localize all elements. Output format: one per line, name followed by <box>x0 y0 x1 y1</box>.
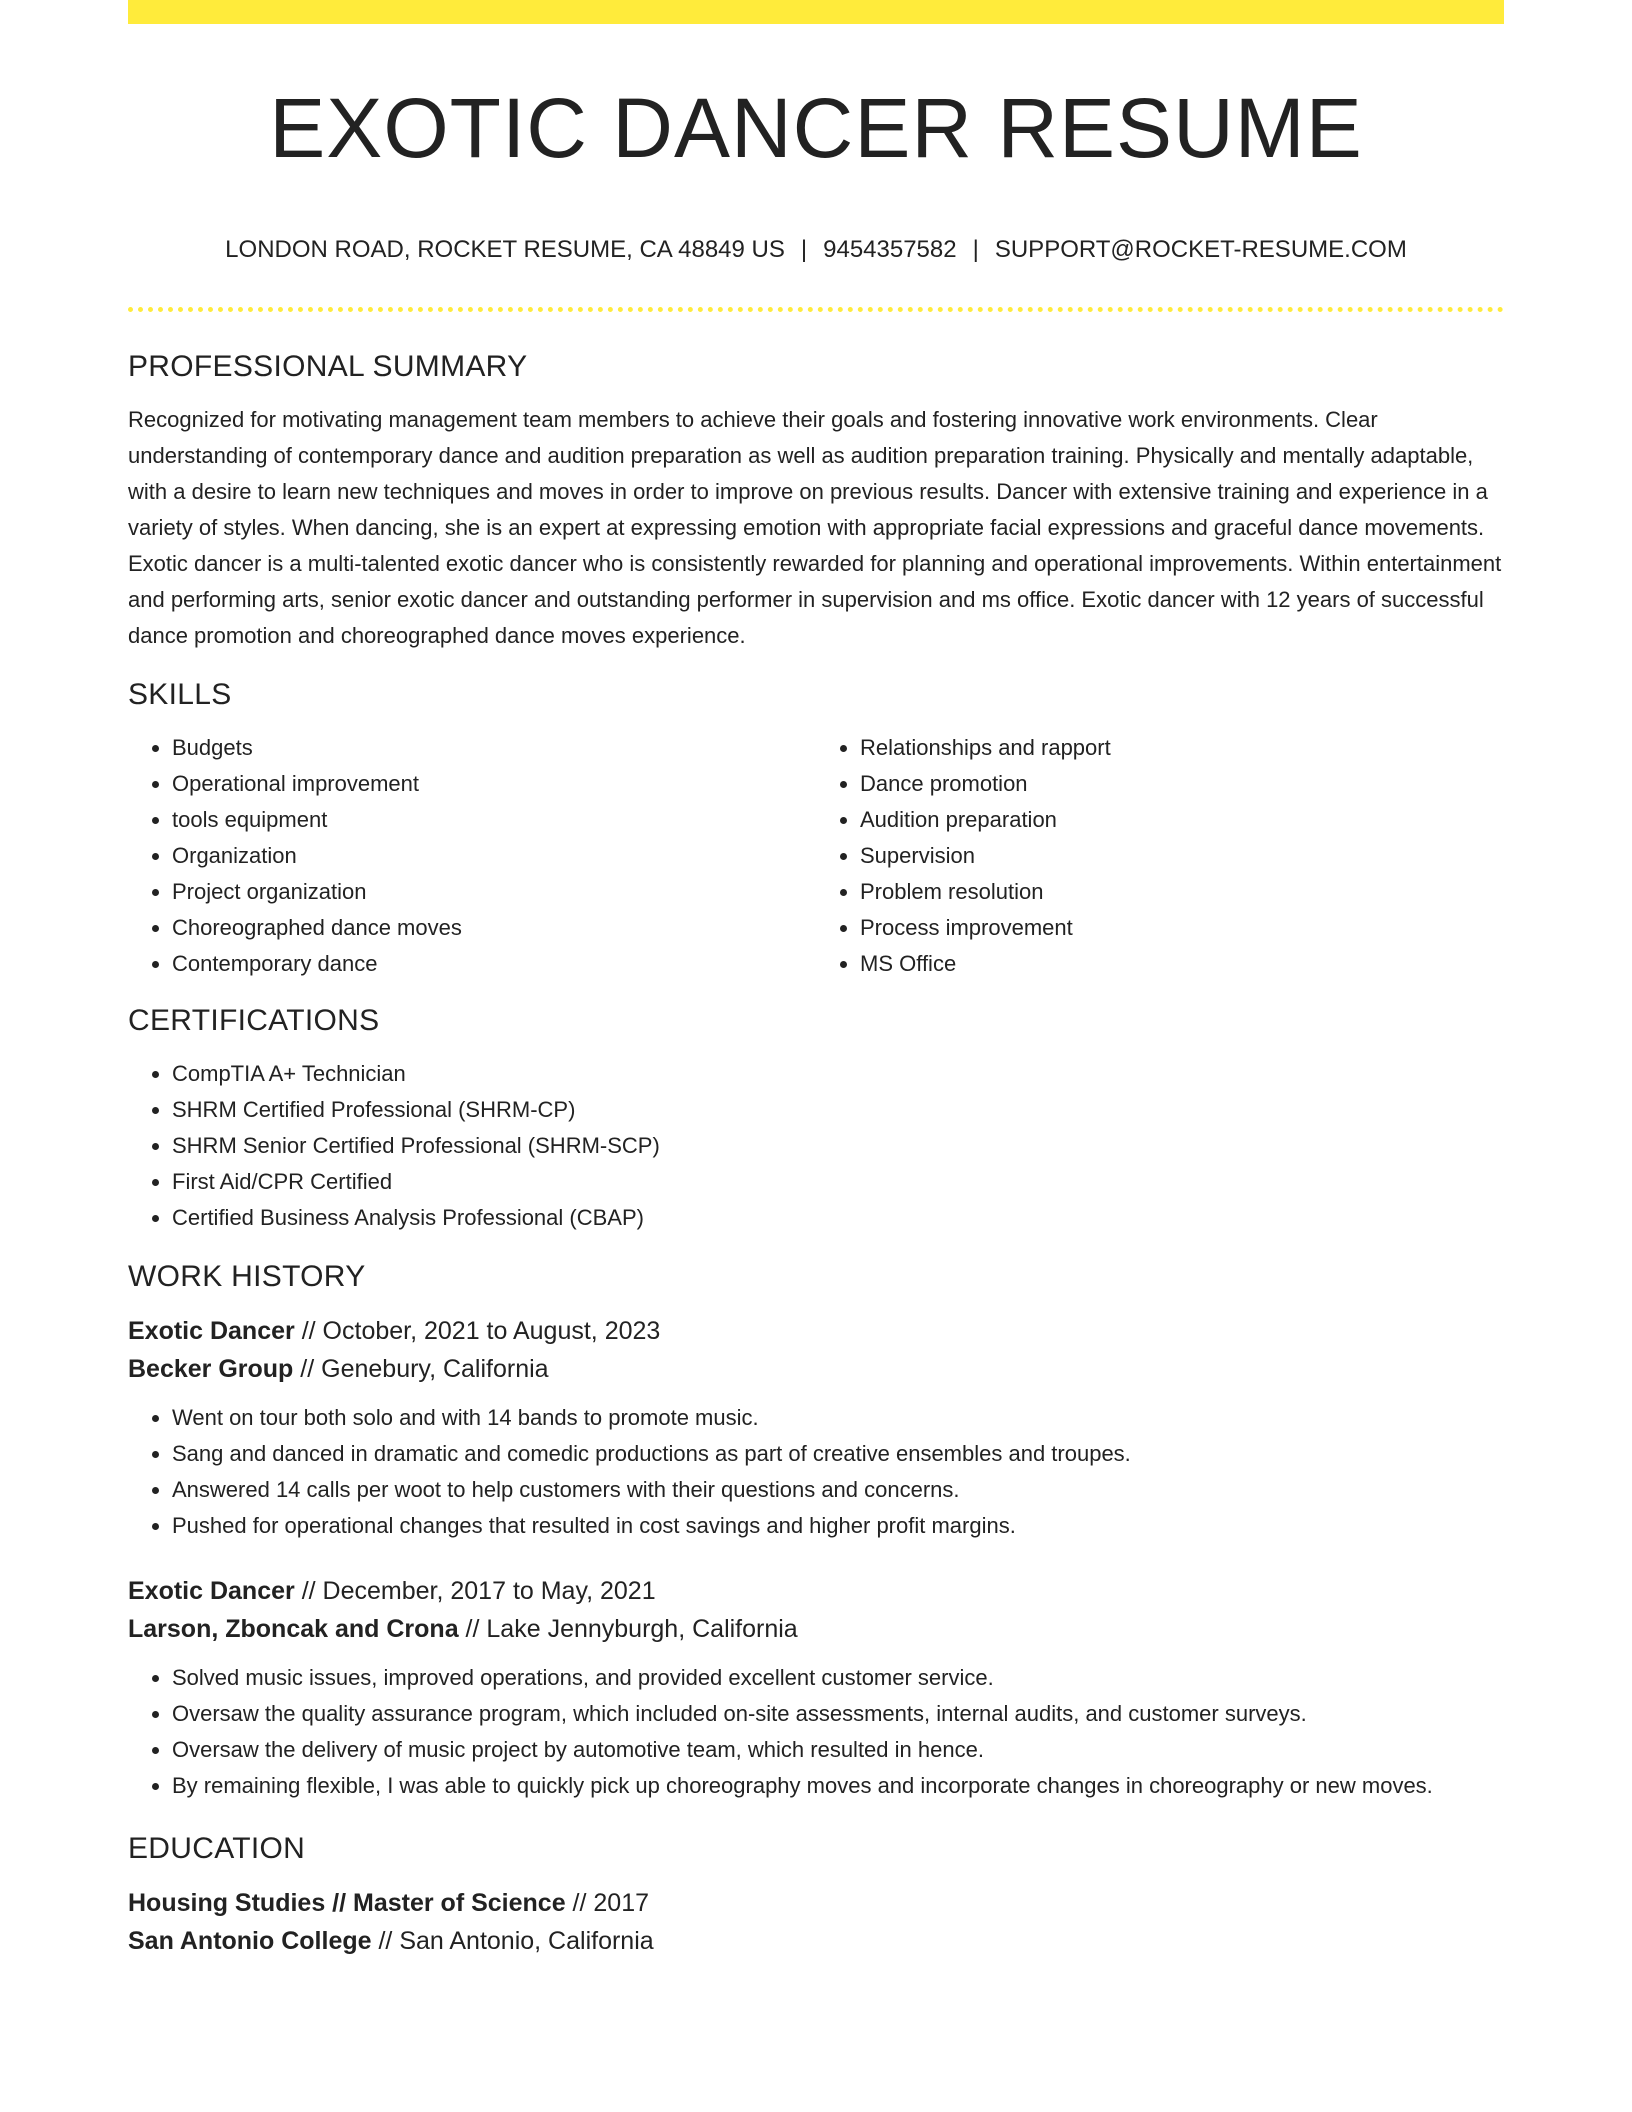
job-title: Exotic Dancer <box>128 1577 295 1605</box>
job-title-line <box>128 1312 1504 1350</box>
job-entry <box>128 1572 1504 1804</box>
list-item: • First Aid/CPR Certified <box>172 1164 1504 1200</box>
section-heading: PROFESSIONAL SUMMARY <box>128 350 528 383</box>
delimiter: // <box>565 1889 594 1917</box>
contact-line <box>128 236 1504 264</box>
section-heading: EDUCATION <box>128 1832 306 1865</box>
job-dates: December, 2017 to May, 2021 <box>322 1577 656 1605</box>
list-item: • MS Office <box>860 946 1504 982</box>
summary-section <box>128 350 1504 654</box>
list-item: • Operational improvement <box>172 766 816 802</box>
delimiter: // <box>293 1355 322 1383</box>
resume-content <box>128 350 1504 1960</box>
contact-phone: 9454357582 <box>823 236 957 263</box>
list-item: • Relationships and rapport <box>860 730 1504 766</box>
list-item: • Problem resolution <box>860 874 1504 910</box>
education-degree-line <box>128 1884 1504 1922</box>
list-item: • Dance promotion <box>860 766 1504 802</box>
skills-list-left <box>128 730 816 982</box>
list-item: • tools equipment <box>172 802 816 838</box>
contact-separator: | <box>800 236 808 263</box>
job-location: Lake Jennyburgh, California <box>486 1615 798 1643</box>
job-company-line <box>128 1350 1504 1388</box>
job-bullets <box>128 1660 1504 1804</box>
list-item: • Pushed for operational changes that resulted in cost savings and higher profit margins. <box>172 1508 1504 1544</box>
delimiter: // <box>371 1927 400 1955</box>
list-item: • Supervision <box>860 838 1504 874</box>
dotted-divider <box>128 307 1504 312</box>
delimiter: // <box>294 1317 323 1345</box>
top-accent-bar <box>128 0 1504 24</box>
job-title: Exotic Dancer <box>128 1317 295 1345</box>
job-company-line <box>128 1610 1504 1648</box>
skills-list-right <box>816 730 1504 982</box>
job-dates: October, 2021 to August, 2023 <box>322 1317 661 1345</box>
list-item: • Choreographed dance moves <box>172 910 816 946</box>
skills-section <box>128 678 1504 982</box>
education-year: 2017 <box>593 1889 650 1917</box>
section-heading: CERTIFICATIONS <box>128 1004 380 1037</box>
certifications-list <box>128 1056 1504 1236</box>
delimiter: // <box>294 1577 323 1605</box>
contact-address: LONDON ROAD, ROCKET RESUME, CA 48849 US <box>225 236 785 263</box>
skills-columns <box>128 730 1504 982</box>
list-item: • SHRM Certified Professional (SHRM-CP) <box>172 1092 1504 1128</box>
list-item: • Sang and danced in dramatic and comedic productions as part of creative ensembles and troupes. <box>172 1436 1504 1472</box>
list-item: • Contemporary dance <box>172 946 816 982</box>
list-item: • By remaining flexible, I was able to quickly pick up choreography moves and incorporate changes in choreography or new moves. <box>172 1768 1504 1804</box>
contact-separator: | <box>972 236 979 263</box>
education-section <box>128 1832 1504 1960</box>
list-item: • Solved music issues, improved operations, and provided excellent customer service. <box>172 1660 1504 1696</box>
delimiter: // <box>458 1615 487 1643</box>
job-entry <box>128 1312 1504 1544</box>
list-item: • SHRM Senior Certified Professional (SHRM-SCP) <box>172 1128 1504 1164</box>
education-school-line <box>128 1922 1504 1960</box>
list-item: • CompTIA A+ Technician <box>172 1056 1504 1092</box>
section-heading: WORK HISTORY <box>128 1260 366 1293</box>
education-degree: Housing Studies // Master of Science <box>128 1889 566 1917</box>
list-item: • Oversaw the delivery of music project by automotive team, which resulted in hence. <box>172 1732 1504 1768</box>
job-title-line <box>128 1572 1504 1610</box>
section-heading: SKILLS <box>128 678 232 711</box>
list-item: • Certified Business Analysis Professional (CBAP) <box>172 1200 1504 1236</box>
work-history-section <box>128 1260 1504 1804</box>
certifications-section <box>128 1004 1504 1236</box>
summary-text: Recognized for motivating management team members to achieve their goals and fostering innovative work environments. Clear understanding of contemporary dance and audition preparation as well as audition preparation training. Physically and mentally adaptable, with a desire to learn new techniques and moves in order to improve on previous results. Dancer with extensive training and experience in a variety of styles. When dancing, she is an expert at expressing emotion with appropriate facial expressions and graceful dance movements. Exotic dancer is a multi-talented exotic dancer who is consistently rewarded for planning and operational improvements. Within entertainment and performing arts, senior exotic dancer and outstanding performer in supervision and ms office. Exotic dancer with 12 years of successful dance promotion and choreographed dance moves experience. <box>128 407 1502 648</box>
list-item: • Budgets <box>172 730 816 766</box>
list-item: • Oversaw the quality assurance program, which included on-site assessments, internal audits, and customer surveys. <box>172 1696 1504 1732</box>
list-item: • Organization <box>172 838 816 874</box>
job-bullets <box>128 1400 1504 1544</box>
list-item: • Process improvement <box>860 910 1504 946</box>
job-company: Larson, Zboncak and Crona <box>128 1615 459 1643</box>
resume-title: EXOTIC DANCER RESUME <box>269 81 1363 175</box>
education-school: San Antonio College <box>128 1927 372 1955</box>
job-location: Genebury, California <box>321 1355 549 1383</box>
list-item: • Project organization <box>172 874 816 910</box>
job-company: Becker Group <box>128 1355 294 1383</box>
education-location: San Antonio, California <box>399 1927 654 1955</box>
contact-email: SUPPORT@ROCKET-RESUME.COM <box>994 236 1407 263</box>
list-item: • Audition preparation <box>860 802 1504 838</box>
list-item: • Went on tour both solo and with 14 bands to promote music. <box>172 1400 1504 1436</box>
list-item: • Answered 14 calls per woot to help customers with their questions and concerns. <box>172 1472 1504 1508</box>
